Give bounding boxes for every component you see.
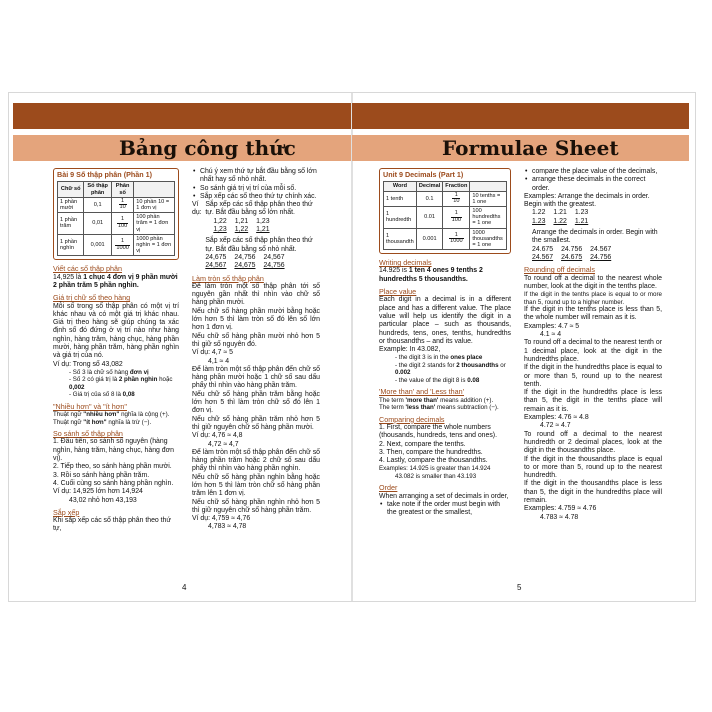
table-cell: 0,001 <box>84 234 112 256</box>
paragraph: Nếu chữ số hàng phần trăm bằng hoặc lớn hơn 5 thì làm tròn chữ số đó lên 1 đơn vị. <box>192 390 320 415</box>
example-line: - the digit 3 is in the ones place <box>395 354 483 362</box>
table-header <box>470 182 507 191</box>
unit-title: Bài 9 Số thập phân (Phần 1) <box>57 170 153 179</box>
table-cell: 1 phần mười <box>58 197 84 212</box>
paragraph: Thuật ngữ "ít hơn" nghĩa là trừ (−). <box>53 418 152 426</box>
section-heading: So sánh số thập phân <box>53 429 123 439</box>
table-cell: 100 hundredths = 1 one <box>470 206 507 228</box>
table-header: Số thập phân <box>84 182 112 197</box>
fraction: $\frac{1}{100}$ <box>451 210 461 223</box>
example-line: Examples: 4.7 ≈ 5 <box>524 322 580 330</box>
example-line: - Số 3 là chữ số hàng đơn vị <box>69 368 149 376</box>
example-line: Sắp xếp các số thập phân theo thứ tự. Bắt đầu bằng số nhỏ nhất. <box>205 237 313 253</box>
example-line: - the value of the digit 8 is 0.08 <box>395 376 480 384</box>
example-line: - Số 2 có giá trị là 2 phần nghìn hoặc 0,002 <box>69 376 173 391</box>
example-line: 4,72 ≈ 4,7 <box>208 440 239 448</box>
paragraph: Mỗi số trong số thập phân có một vị trí khác nhau và có một giá trị khác nhau. Giá trị theo hàng sẽ giúp chúng ta xác định số đó đứng ở vị trí nào như hàng nghìn, hàng trăm, hàng chục, hàng phần mười, hàng phần trăm, hàng phần nghìn và giá trị của nó. <box>53 302 179 360</box>
example-line: 4,783 ≈ 4,78 <box>208 523 247 531</box>
paragraph: If the digit in the tenths place is less than 5, the whole number will remain as it is. <box>524 306 662 322</box>
bullet-list <box>524 168 662 193</box>
bullet-list <box>379 501 511 518</box>
paragraph: To round off a decimal to the nearest tenth or 1 decimal place, look at the digit in the hundredths place. <box>524 339 662 363</box>
table-row <box>384 191 507 206</box>
paragraph: Nếu chữ số hàng phần nghìn nhỏ hơn 5 thì giữ nguyên chữ số hàng phần trăm. <box>192 498 320 514</box>
list-item: • compare the place value of the decimals, <box>524 168 662 176</box>
table-cell: 10 phần 10 = 1 đơn vị <box>134 197 175 212</box>
table-header <box>134 182 175 197</box>
example-line: 4.1 ≈ 4 <box>540 331 562 339</box>
example-line: 43.082 is smaller than 43.193 <box>395 472 477 480</box>
example-line: - Giá trị của số 8 là 0,08 <box>69 391 135 399</box>
example-line: Arrange the decimals in order. Begin with the smallest. <box>532 229 658 245</box>
left-column-1 <box>53 168 179 534</box>
number-row: 1,22 1,21 1,23 <box>213 217 270 225</box>
paragraph: Nếu chữ số hàng phần trăm nhỏ hơn 5 thì giữ nguyên chữ số hàng phần mười. <box>192 415 320 431</box>
number-row: 24.675 24.756 24.567 <box>532 245 612 253</box>
number-row-answer: 24,567 24,675 24,756 <box>205 262 285 270</box>
table-cell: 1000 thousandths = 1 one <box>470 228 507 250</box>
paragraph: Nếu chữ số hàng phần mười bằng hoặc lớn hơn 5 thì làm tròn số đó lên số lớn hơn 1 đơn vị. <box>192 307 320 332</box>
right-column-2 <box>524 168 662 522</box>
example-intro: Ví dụ: Trong số 43,082 <box>53 360 123 368</box>
bullet-list <box>192 168 320 201</box>
section-heading: Place value <box>379 287 417 297</box>
table-row <box>58 197 175 212</box>
section-heading: 'More than' and 'Less than' <box>379 387 465 397</box>
example-line: 4.72 ≈ 4.7 <box>540 422 571 430</box>
example-line: - the digit 2 stands for 2 thousandths or 0.002 <box>395 361 506 377</box>
number-row: 1.22 1.21 1.23 <box>532 209 589 217</box>
paragraph: 14.925 is 1 ten 4 ones 9 tenths 2 hundredths 5 thousandths. <box>379 267 483 283</box>
number-row-answer: 24.567 24.675 24.756 <box>532 253 612 261</box>
table-cell: 0,1 <box>84 197 112 212</box>
paragraph: Để làm tròn một số thập phân đến chữ số hàng phần mười hoặc 1 chữ số sau dấu phẩy thì nhìn vào hàng phần trăm. <box>192 365 320 390</box>
fraction: $\frac{1}{10}$ <box>119 197 126 211</box>
paragraph: The term 'less than' means subtraction (−). <box>379 404 499 412</box>
unit-title: Unit 9 Decimals (Part 1) <box>383 170 464 179</box>
table-cell <box>443 206 470 228</box>
paragraph: Khi sắp xếp các số thập phân theo thứ tự, <box>53 517 172 533</box>
table-cell: 100 phần trăm = 1 đơn vị <box>134 213 175 235</box>
paragraph: Để làm tròn một số thập phân tới số nguyên gần nhất thì nhìn vào chữ số hàng phần mười. <box>192 282 320 307</box>
paragraph: To round off a decimal to the nearest whole number, look at the digit in the tenths place. <box>524 274 662 290</box>
example-line: Examples: 4.759 ≈ 4.76 <box>524 505 597 513</box>
table-header: Phân số <box>111 182 133 197</box>
section-heading: Làm tròn số thập phân <box>192 273 264 283</box>
section-heading: Rounding off decimals <box>524 265 595 275</box>
list-item: 1. First, compare the whole numbers (thousands, hundreds, tens and ones). <box>379 423 497 440</box>
section-heading: Comparing decimals <box>379 414 445 424</box>
list-item: • So sánh giá trị vị trí của mỗi số. <box>192 185 320 193</box>
fraction: $\frac{1}{1000}$ <box>116 237 129 251</box>
paragraph: Nếu chữ số hàng phần mười nhỏ hơn 5 thì giữ số nguyên đó. <box>192 332 320 348</box>
example-line: Ví dụ: 4,7 ≈ 5 <box>192 349 233 357</box>
table-cell: 1 phần nghìn <box>58 234 84 256</box>
left-column-2 <box>192 168 320 532</box>
place-value-table <box>383 181 507 250</box>
paragraph: If the digit in the thousandths place is less than 5, the digit in the hundredths place will remain. <box>524 480 662 504</box>
page-title: Bảng công thức <box>119 136 296 160</box>
example-body <box>205 201 320 270</box>
example-line: Examples: 4.76 ≈ 4.8 <box>524 414 589 422</box>
example-line: Examples: 14.925 is greater than 14.924 <box>379 465 491 473</box>
fraction: $\frac{1}{10}$ <box>453 191 460 205</box>
table-row <box>384 206 507 228</box>
example-line: Ví dụ: 4,76 ≈ 4,8 <box>192 432 243 440</box>
table-cell: 1000 phần nghìn = 1 đơn vị <box>134 234 175 256</box>
number-row-answer: 1,23 1,22 1,21 <box>213 226 270 234</box>
table-header: Chữ số <box>58 182 84 197</box>
table-header: Word <box>384 182 417 191</box>
place-value-table <box>57 181 175 256</box>
example-line: 4.783 ≈ 4.78 <box>540 513 579 521</box>
page-number: 4 <box>182 583 187 592</box>
section-heading: Sắp xếp <box>53 507 80 517</box>
paragraph: 14,925 là 1 chục 4 đơn vị 9 phần mười 2 phần trăm 5 phần nghìn. <box>53 273 178 289</box>
number-row-answer: 1.23 1.22 1.21 <box>532 217 589 225</box>
table-cell: 1 tenth <box>384 191 417 206</box>
table-cell: 1 hundredth <box>384 206 417 228</box>
example-block <box>192 201 320 270</box>
example-line: Sắp xếp các số thập phân theo thứ tự. Bắt đầu bằng số lớn nhất. <box>205 201 313 217</box>
list-item: 2. Next, compare the tenths. <box>379 440 466 448</box>
table-row <box>58 234 175 256</box>
unit-box <box>379 168 511 254</box>
example-line: 43,02 nhỏ hơn 43,193 <box>69 496 137 504</box>
paragraph: Để làm tròn một số thập phân đến chữ số hàng phần trăm hoặc 2 chữ số sau dấu phẩy thì nhìn vào hàng phần nghìn. <box>192 448 320 473</box>
section-heading: Viết các số thập phân <box>53 264 122 274</box>
list-item: 3. Rồi so sánh hàng phần trăm. <box>53 471 150 479</box>
example-line: Ví dụ: 4,759 ≈ 4,76 <box>192 515 251 523</box>
list-item: • arrange these decimals in the correct order. <box>524 176 662 193</box>
right-page <box>352 93 695 601</box>
table-cell: 1 thousandth <box>384 228 417 250</box>
fraction: $\frac{1}{1000}$ <box>450 231 463 245</box>
paragraph: Each digit in a decimal is in a different place and has a different value. The place value will help us identify the digit in a particular place – such as thousands, hundreds, tens, ones, tenths, hundredths or thousandths – and its value. <box>379 296 511 345</box>
section-heading: Giá trị chữ số theo hàng <box>53 293 131 303</box>
example-intro: Example: In 43.082, <box>379 346 441 354</box>
example-line: 4,1 ≈ 4 <box>208 357 230 365</box>
example-label: Ví dụ: <box>192 201 202 217</box>
table-cell: 0.001 <box>416 228 442 250</box>
list-item: 4. Lastly, compare the thousandths. <box>379 457 488 465</box>
paragraph: The term 'more than' means addition (+). <box>379 396 494 404</box>
paragraph: When arranging a set of decimals in order, <box>379 492 509 500</box>
list-item: • Sắp xếp các số theo thứ tự chính xác. <box>192 193 320 201</box>
table-cell: 0.1 <box>416 191 442 206</box>
fraction: $\frac{1}{100}$ <box>117 216 128 229</box>
table-cell <box>111 197 133 212</box>
list-item: 1. Đầu tiên, so sánh số nguyên (hàng nghìn, hàng trăm, hàng chục, hàng đơn vị). <box>53 438 174 463</box>
left-page <box>9 93 352 601</box>
header-band-dark <box>13 103 352 129</box>
section-heading: Order <box>379 483 398 493</box>
paragraph: If the digit in the hundredths place is less than 5, the digit in the tenths place will remain as it is. <box>524 389 662 413</box>
table-cell <box>111 234 133 256</box>
paragraph: Thuật ngữ "nhiều hơn" nghĩa là cộng (+). <box>53 411 170 419</box>
list-item: 4. Cuối cùng so sánh hàng phần nghìn. <box>53 479 174 487</box>
unit-box <box>53 168 179 260</box>
table-cell <box>443 191 470 206</box>
paragraph: To round off a decimal to the nearest hundredth or 2 decimal places, look at the digit in the thousandths place. <box>524 430 662 455</box>
paragraph: If the digit in the hundredths place is equal to or more than 5, round up to the nearest tenth. <box>524 364 662 388</box>
list-item: • Chú ý xem thứ tự bắt đầu bằng số lớn nhất hay số nhỏ nhất. <box>192 168 320 185</box>
table-cell <box>443 228 470 250</box>
page-title: Formulae Sheet <box>442 136 619 160</box>
list-item: 3. Then, compare the hundredths. <box>379 448 483 456</box>
table-header: Fraction <box>443 182 470 191</box>
table-header: Decimal <box>416 182 442 191</box>
right-column-1 <box>379 168 511 518</box>
section-heading: "Nhiều hơn" và "ít hơn" <box>53 401 127 411</box>
header-band-dark <box>352 103 689 129</box>
table-cell: 0.01 <box>416 206 442 228</box>
example-line: Ví dụ: 14,925 lớn hơn 14,924 <box>53 488 143 496</box>
paragraph: If the digit in the tenths place is equal to or more than 5, round up to a higher number. <box>524 291 662 306</box>
list-item: • take note if the order must begin with the greatest or the smallest, <box>379 501 511 518</box>
table-header-row <box>58 182 175 197</box>
table-cell <box>111 213 133 235</box>
paragraph: If the digit in the thousandths place is equal to or more than 5, round up to the nearest hundredth. <box>524 455 662 480</box>
table-cell: 10 tenths = 1 one <box>470 191 507 206</box>
page-number: 5 <box>517 583 522 592</box>
table-cell: 1 phần trăm <box>58 213 84 235</box>
book-spread <box>9 93 695 601</box>
table-header-row <box>384 182 507 191</box>
table-row <box>58 213 175 235</box>
paragraph: Nếu chữ số hàng phần nghìn bằng hoặc lớn hơn 5 thì làm tròn chữ số hàng phần trăm lên 1 đơn vị. <box>192 473 320 498</box>
table-cell: 0,01 <box>84 213 112 235</box>
section-heading: Writing decimals <box>379 258 432 268</box>
number-row: 24,675 24,756 24,567 <box>205 253 285 261</box>
example-line: Examples: Arrange the decimals in order. Begin with the greatest. <box>524 192 650 209</box>
list-item: 2. Tiếp theo, so sánh hàng phần mười. <box>53 463 172 471</box>
table-row <box>384 228 507 250</box>
